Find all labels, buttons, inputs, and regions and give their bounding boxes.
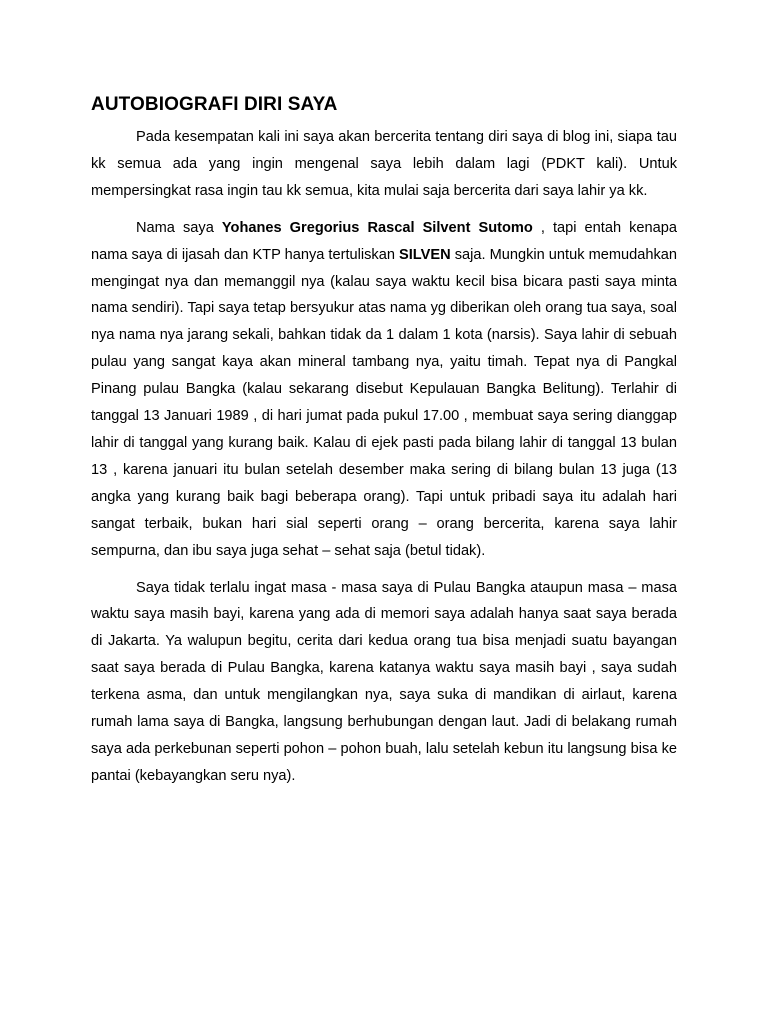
paragraph-intro-text: Pada kesempatan kali ini saya akan bercerita tentang diri saya di blog ini, siapa tau kk semua ada yang ingin mengenal saya lebih dalam lagi (PDKT kali). Untuk mempersingkat rasa ingin tau kk semua, kita mulai saja bercerita dari saya lahir ya kk. bbox=[91, 129, 677, 199]
paragraph-name-text-2: , tapi entah kenapa nama saya di ijasah dan KTP hanya tertuliskan bbox=[91, 219, 677, 263]
document-page bbox=[91, 92, 677, 800]
paragraph-intro bbox=[91, 124, 677, 205]
full-name-bold: Yohanes Gregorius Rascal Silvent Sutomo bbox=[221, 219, 533, 236]
paragraph-name-birth bbox=[91, 215, 677, 565]
document-title: AUTOBIOGRAFI DIRI SAYA bbox=[91, 94, 338, 115]
paragraph-name-text-1: Nama saya bbox=[136, 219, 222, 236]
short-name-bold: SILVEN bbox=[399, 246, 451, 263]
paragraph-childhood bbox=[91, 575, 677, 790]
paragraph-childhood-text: Saya tidak terlalu ingat masa - masa saya di Pulau Bangka ataupun masa – masa waktu saya masih bayi, karena yang ada di memori saya adalah hanya saat saya berada di Jakarta. Ya walupun begitu, cerita dari kedua orang tua bisa menjadi suatu bayangan saat saya berada di Pulau Bangka, karena katanya waktu saya masih bayi , saya sudah terkena asma, dan untuk mengilangkan nya, saya suka di mandikan di airlaut, karena rumah lama saya di Bangka, langsung berhubungan dengan laut. Jadi di belakang rumah saya ada perkebunan seperti pohon – pohon buah, lalu setelah kebun itu langsung bisa ke pantai (kebayangkan seru nya). bbox=[91, 579, 677, 784]
paragraph-name-text-3: saja. Mungkin untuk memudahkan mengingat nya dan memanggil nya (kalau saya waktu kecil bisa bicara pasti saya minta nama sendiri). Tapi saya tetap bersyukur atas nama yg diberikan oleh orang tua saya, soal nya nama nya jarang sekali, bahkan tidak da 1 dalam 1 kota (narsis). Saya lahir di sebuah pulau yang sangat kaya akan mineral tambang nya, yaitu timah. Tepat nya di Pangkal Pinang pulau Bangka (kalau sekarang disebut Kepulauan Bangka Belitung). Terlahir di tanggal 13 Januari 1989 , di hari jumat pada pukul 17.00 , membuat saya sering dianggap lahir di tanggal yang kurang baik. Kalau di ejek pasti pada bilang lahir di tanggal 13 bulan 13 , karena januari itu bulan setelah desember maka sering di bilang bulan 13 juga (13 angka yang kurang baik bagi beberapa orang). Tapi untuk pribadi saya itu adalah hari sangat terbaik, bukan hari sial seperti orang – orang bercerita, karena saya lahir sempurna, dan ibu saya juga sehat – sehat saja (betul tidak). bbox=[91, 246, 677, 559]
